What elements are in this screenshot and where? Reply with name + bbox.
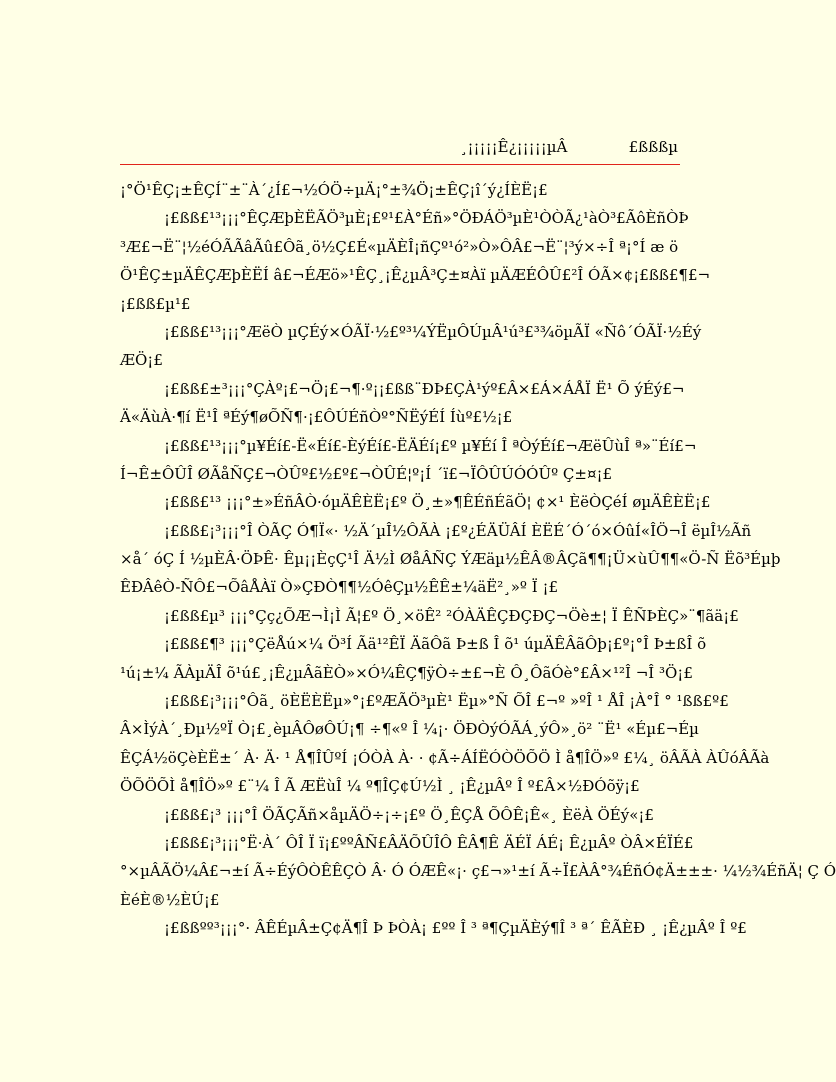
text-line: Ö¹ÊÇ±µÄÊÇÆþÈËÍ â£¬ÉÆö»¹ÊÇ¸¡Ê¿µÂ³Ç±¤Àï µÄÆÉÔÛ£²Î ÓÃ×¢¡£ßß£¶£¬	[120, 266, 711, 285]
text-line: ÈéÈ®½ÈÚ¡£	[120, 890, 220, 909]
text-line: ³Æ£¬Ë¨¦½éÓÃÃâÃû£Ôã¸ö½Ç£É«µÄÈÎ¡ñÇº¹ó²»Ò»ÔÂ£¬Ë¨¦³ý×÷Î ª¡°Í æ ö	[120, 237, 679, 256]
text-line: ¡£ßß£¹³¡¡¡°ÊÇÆþÈËÃÖ³µÈ¡£º¹£À°Éñ»°ÖÐÁÖ³µÈ¹ÒÒÃ¿¹àÒ³£ÃôÈñÒÞ	[164, 209, 689, 228]
text-line: ¡£ßß£¹³¡¡¡°µ¥Éí£-Ë«Éí£-ÈýÉí£-ËÄÉí¡£º µ¥Éí Î ªÒýÉí£¬ÆëÛùÎ ª»¨Éí£¬	[164, 436, 697, 455]
text-line: ¡£ßß£¹³ ¡¡¡°±»ÉñÂÒ·óµÄÊÈË¡£º Ö¸±»¶ÊÉñÉãÖ¦ ¢×¹ ÈëÒÇéÍ øµÄÊÈË¡£	[164, 493, 711, 512]
body-text	[120, 176, 836, 943]
header-title: ¸¡¡¡¡¡Ê¿¡¡¡¡¡µÂ	[460, 138, 568, 156]
text-line: ÊÐÂêÒ-ÑÔ£¬ÕâÅÀï Ò»ÇÐÒ¶¶½ÓêÇµ½ÊÊ±¼äË²¸»º Ï ¡£	[120, 578, 559, 597]
text-line: ¡£ßß£¹³¡¡¡°ÆëÒ µÇÉý×ÓÃÏ·½£º³¼ÝËµÔÚµÂ¹ú³£³¾öµÃÏ «Ñô´ÓÃÏ·½Éý	[164, 322, 702, 341]
text-line: ¡£ßß£±³¡¡¡°ÇÀº¡£¬Ö¡£¬¶·º¡¡£ßß¨ÐÞ£ÇÀ¹ýº£Â×£Á×ÁÅÏ Ë¹ Õ ýÉý£¬	[164, 379, 685, 398]
text-line: °×µÂÃÖ¼Â£¬±í Ã÷ÉýÔÒÊÊÇÒ Â· Ó ÓÆÊ«¡· ç£¬»¹±í Ã÷Ï£ÀÂ°¾ÉñÓ¢Ä±±±· ¼½¾ÉñÄ¦ Ç Ó	[120, 862, 836, 881]
text-line: ×å´ óÇ Í ½µÈÂ·ÖÞÊ· Êµ¡¡ÈçÇ¹Î Ä½Ì ØåÂÑÇ ÝÆäµ½ÊÂ®ÂÇã¶¶¡Ü×ùÛ¶¶«Ö-Ñ Ëõ³Éµþ	[120, 550, 781, 569]
text-line: ¡£ßßºº³¡¡¡°· ÂÊÉµÂ±Ç¢Ä¶Î Þ ÞÒÀ¡ £ºº Î ³ ª¶ÇµÄÈý¶Î ³ ª´ ÊÃÈÐ ¸ ¡Ê¿µÂº Î º£	[164, 919, 747, 938]
text-line: ÆÖ¡£	[120, 351, 163, 370]
text-line: Â×ÌýÀ´¸Ðµ½ºÏ Ò¡£¸èµÂÔøÔÚ¡¶ ÷¶«º Î ¼¡· ÖÐÒýÓÃÁ¸ýÔ»¸ö² ¨Ë¹ «Éµ£¬Éµ	[120, 720, 699, 739]
text-line: ¡£ßß£¡³¡¡¡°Ë·À´ ÔÎ Ï ï¡£ººÂÑ£ÂÄÕÛÎÔ ÊÂ¶Ê ÄÉÏ ÁÉ¡ Ê¿µÂº ÒÂ×ÉÏÉ£	[164, 833, 694, 852]
text-line: ¡£ßß£µ¹£	[120, 294, 191, 313]
text-line: ¡£ßß£¶³ ¡¡¡°ÇëÅú×¼ Ö³Í Ãä¹²ÊÏ ÄãÔã Þ±ß Î õ¹ úµÄÊÂãÔþ¡£º¡°Î Þ±ßÎ õ	[164, 635, 707, 654]
text-line: Ä«ÄùÀ·¶í Ë¹Î ªÉý¶øÕÑ¶·¡£ÔÚÉñÒº°ÑËýÉÍ Íùº£½¡£	[120, 408, 513, 427]
text-line: ¡£ßß£µ³ ¡¡¡°Çç¿ÕÆ¬Ì¡Ì Ã¦£º Ö¸×öÊ² ²ÓÀÄÊÇÐÇÐÇ¬Öè±¦ Ï ÊÑÞÈÇ»¨¶ãä¡£	[164, 606, 739, 625]
text-line: ¡£ßß£¡³¡¡¡°Ôã¸ öÈËÈËµ»°¡£ºÆÃÖ³µÈ¹ Ëµ»°Ñ ÕÎ £¬º »ºÎ ¹ ÅÎ ¡À°Î ° ¹ßß£º£	[164, 692, 729, 711]
text-line: ¹ú¡±¼ ÃÀµÄÎ õ¹ú£¸¡Ê¿µÂãÈÒ»×Ó¼ÊÇ¶ÿÒ÷±£¬È Ô¸ÔãÓè°£Â×¹²Î ¬Î ³Ö¡£	[120, 663, 693, 682]
text-line: Í¬Ê±ÔÛÎ ØÃåÑÇ£¬ÒÛº£½£º£¬ÒÛÉ¦º¡Í ´ï£¬ÏÔÛÚÓÓÛº Ç±¤¡£	[120, 464, 613, 483]
text-line: ¡£ßß£¡³ ¡¡¡°Î ÖÃÇÃñ×åµÄÖ÷¡÷¡£º Ö¸ÊÇÅ ÕÔÊ¡Ê«¸ ÈëÀ ÖÉý«¡£	[164, 805, 654, 824]
running-header	[120, 136, 680, 165]
text-line: ÖÕÖÕÌ å¶ÎÖ»º £¨¼ Î Ã ÆËùÎ ¼ º¶ÎÇ¢Ú½Ì ¸ ¡Ê¿µÂº Î º£Â×½ÐÓõÿ¡£	[120, 777, 640, 796]
text-line: ÊÇÁ½öÇèÈË±´ À· Ä· ¹ Å¶ÎÛºÍ ¡ÓÒÀ À· · ¢Ã÷ÁÍËÓÒÖÕÖ Ì å¶ÎÖ»º £¼¸ öÂÃÀ ÀÛóÂÃà	[120, 748, 770, 767]
text-line: ¡£ßß£¡³¡¡¡°Î ÒÃÇ Ó¶Ï«· ½Ä´µÎ½ÔÃÀ ¡£º¿ÉÄÜÂÍ ÈËÉ´Ó´ó×ÓûÍ«ÎÖ¬Î ëµÎ½Ãñ	[164, 521, 752, 540]
text-line: ¡°Ö¹ÊÇ¡±ÊÇÍ¨±¨À´¿Í£¬½ÓÖ÷µÄ¡°±¾Ö¡±ÊÇ¡î´ý¿ÍÈË¡£	[120, 181, 548, 199]
page-number: £ßßßµ	[628, 138, 678, 156]
